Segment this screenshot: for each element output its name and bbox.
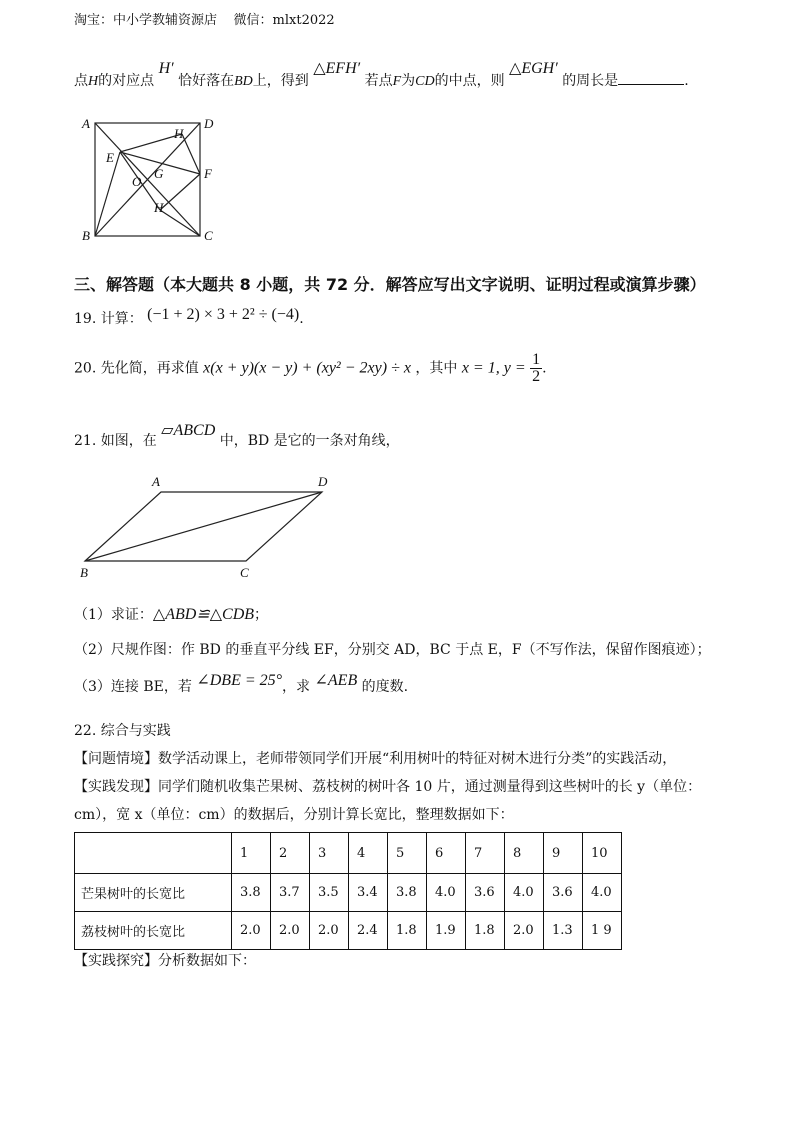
- fraction-one-half: $\frac{1}{2}$: [532, 351, 541, 385]
- table-cell: 1.8: [388, 912, 427, 950]
- header-cell: 10: [583, 833, 622, 874]
- table-cell: 2.0: [232, 912, 271, 950]
- angle-dbe: ∠DBE = 25°: [196, 672, 283, 689]
- row-label-lychee: 荔枝树叶的长宽比: [75, 912, 232, 950]
- header-cell: 6: [427, 833, 466, 874]
- wechat-id: 微信：mlxt2022: [233, 13, 335, 28]
- diagonal-bd: [85, 492, 322, 561]
- label-h: H: [154, 200, 164, 215]
- table-cell: 3.6: [466, 874, 505, 912]
- table-cell: 1 9: [583, 912, 622, 950]
- q20-expression: x(x + y)(x − y) + (xy² − 2xy) ÷ x: [203, 359, 411, 377]
- header-cell: 7: [466, 833, 505, 874]
- table-cell: 3.8: [388, 874, 427, 912]
- table-cell: 4.0: [427, 874, 466, 912]
- triangle-egh: △EGH′: [509, 60, 558, 77]
- q21-part1: （1）求证：△ABD≌△CDB；: [74, 606, 269, 623]
- page-header: [74, 9, 335, 28]
- segment-hf: [160, 174, 200, 210]
- label-b: B: [80, 565, 88, 580]
- question-20: 20. 先化简，再求值 x(x + y)(x − y) + (xy² − 2xy) ÷ x ，其中 x = 1, y = $\frac{1}{2}$ .: [74, 351, 547, 385]
- table-cell: 4.0: [583, 874, 622, 912]
- table-cell: 4.0: [505, 874, 544, 912]
- label-o: O: [132, 174, 142, 189]
- question-19: 19. 计算： (−1 + 2) × 3 + 2² ÷ (−4).: [74, 306, 304, 327]
- header-cell: 2: [271, 833, 310, 874]
- q22-practice-exploration: 【实践探究】分析数据如下：: [74, 953, 256, 969]
- table-row: [75, 912, 622, 950]
- header-cell: 4: [349, 833, 388, 874]
- label-c: C: [204, 228, 213, 243]
- label-a: A: [152, 474, 160, 489]
- table-cell: 1.8: [466, 912, 505, 950]
- q22-title: 22. 综合与实践: [74, 723, 171, 739]
- angle-aeb: ∠AEB: [314, 672, 358, 689]
- table-cell: 3.5: [310, 874, 349, 912]
- q22-problem-context: 【问题情境】数学活动课上，老师带领同学们开展“利用树叶的特征对树木进行分类”的实践活动，: [74, 751, 677, 767]
- question-21: 21. 如图，在 ▱ABCD 中，BD 是它的一条对角线，: [74, 422, 400, 449]
- label-e: E: [106, 150, 114, 165]
- q21-part2: （2）尺规作图：作 BD 的垂直平分线 EF，分别交 AD，BC 于点 E，F（不写作法，保留作图痕迹）；: [74, 642, 711, 658]
- label-h-prime: H: [174, 126, 184, 141]
- square-figure: [74, 112, 234, 244]
- leaf-ratio-table: [74, 832, 622, 950]
- parallelogram-abcd: ▱ABCD: [161, 422, 216, 439]
- table-cell: 2.0: [271, 912, 310, 950]
- header-cell: 5: [388, 833, 427, 874]
- parallelogram-figure: [74, 470, 354, 582]
- table-cell: 3.7: [271, 874, 310, 912]
- header-cell: 9: [544, 833, 583, 874]
- table-cell: 1.9: [427, 912, 466, 950]
- table-cell: 3.8: [232, 874, 271, 912]
- q22-practice-discovery: 【实践发现】同学们随机收集芒果树、荔枝树的树叶各 10 片，通过测量得到这些树叶的长 y（单位：: [74, 779, 702, 795]
- h-prime: H′: [158, 60, 174, 77]
- label-f: F: [204, 166, 212, 181]
- label-d: D: [318, 474, 328, 489]
- q22-units-line: cm），宽 x（单位：cm）的数据后，分别计算长宽比，整理数据如下：: [74, 807, 514, 823]
- label-c: C: [240, 565, 249, 580]
- table-cell: 3.4: [349, 874, 388, 912]
- segment-h-prime-f: [182, 134, 200, 174]
- table-cell: 2.0: [310, 912, 349, 950]
- header-cell: 8: [505, 833, 544, 874]
- q20-condition: x = 1, y =: [461, 359, 526, 377]
- triangle-efh: △EFH′: [313, 60, 361, 77]
- table-cell: 2.4: [349, 912, 388, 950]
- header-cell: 3: [310, 833, 349, 874]
- answer-blank: [618, 72, 684, 85]
- header-cell: 1: [232, 833, 271, 874]
- header-cell: [75, 833, 232, 874]
- shop-name: 淘宝：中小学教辅资源店: [74, 13, 218, 28]
- row-label-mango: 芒果树叶的长宽比: [75, 874, 232, 912]
- table-cell: 1.3: [544, 912, 583, 950]
- label-d: D: [204, 116, 214, 131]
- table-cell: 2.0: [505, 912, 544, 950]
- label-a: A: [82, 116, 90, 131]
- q21-part3: （3）连接 BE，若 ∠DBE = 25°，求 ∠AEB 的度数.: [74, 672, 409, 695]
- congruence-expression: △ABD≌△CDB: [152, 606, 255, 623]
- segment-eh-prime: [120, 134, 182, 152]
- table-header-row: [75, 833, 622, 874]
- label-g: G: [154, 166, 164, 181]
- prev-question-text: 点H的对应点 H′ 恰好落在BD上，得到 △EFH′ 若点F为CD的中点，则 △EGH′ 的周长是 .: [74, 60, 689, 89]
- label-b: B: [82, 228, 90, 243]
- q19-expression: (−1 + 2) × 3 + 2² ÷ (−4): [147, 306, 300, 323]
- table-cell: 3.6: [544, 874, 583, 912]
- section-title: 三、解答题（本大题共 8 小题，共 72 分．解答应写出文字说明、证明过程或演算步骤）: [74, 275, 706, 294]
- table-row: [75, 874, 622, 912]
